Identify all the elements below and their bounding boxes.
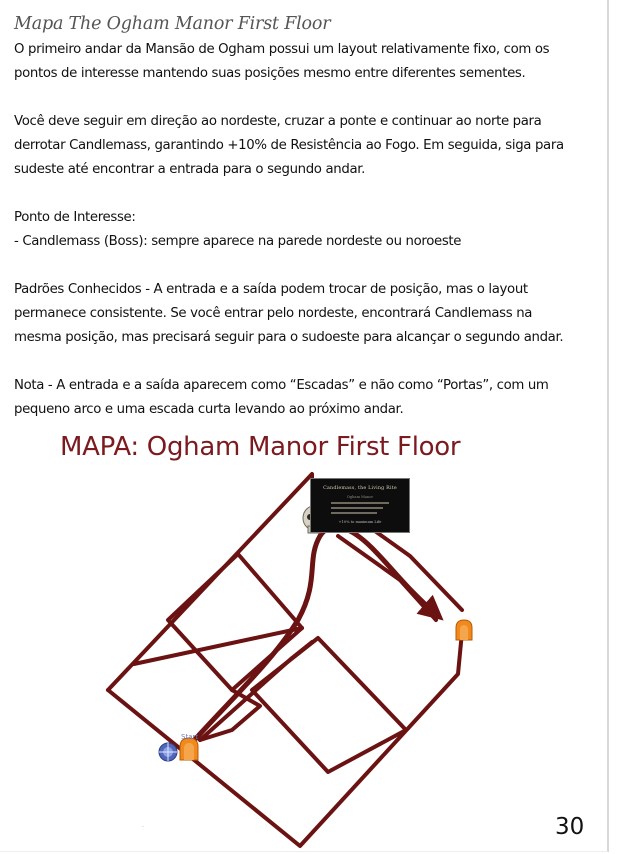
map-title: MAPA: Ogham Manor First Floor	[60, 432, 461, 462]
paragraph-line: permanece consistente. Se você entrar pelo nordeste, encontrará Candlemass na	[14, 306, 533, 321]
route-path	[190, 527, 436, 745]
route-line	[190, 527, 436, 745]
paragraph-line: - Candlemass (Boss): sempre aparece na parede nordeste ou noroeste	[14, 234, 462, 249]
waypoint-icon	[159, 743, 177, 761]
boss-tooltip-title: Candlemass, the Living Rite	[323, 486, 397, 491]
boss-tooltip	[310, 478, 410, 533]
stairs-door-icon	[456, 620, 472, 640]
paragraph-line: sudeste até encontrar a entrada para o segundo andar.	[14, 162, 366, 177]
paragraph-line: pequeno arco e uma escada curta levando ao próximo andar.	[14, 402, 404, 417]
paragraph-line: mesma posição, mas precisará seguir para o sudoeste para alcançar o segundo andar.	[14, 330, 564, 345]
paragraph-line: derrotar Candlemass, garantindo +10% de Resistência ao Fogo. Em seguida, siga para	[14, 138, 564, 153]
start-label: Start	[181, 733, 199, 741]
page-title: Mapa The Ogham Manor First Floor	[14, 14, 331, 34]
paragraph-line: Padrões Conhecidos - A entrada e a saída podem trocar de posição, mas o layout	[14, 282, 528, 297]
wall-inner-diagonal	[200, 642, 312, 740]
paragraph-line: Você deve seguir em direção ao nordeste, cruzar a ponte e continuar ao norte para	[14, 114, 542, 129]
paragraph-line: Nota - A entrada e a saída aparecem como “Escadas” e não como “Portas”, com um	[14, 378, 549, 393]
boss-tooltip-footer: +10% to maximum Life	[338, 520, 382, 524]
paragraph-line: pontos de interesse mantendo suas posições mesmo entre diferentes sementes.	[14, 66, 526, 81]
page-number: 30	[555, 814, 585, 840]
paragraph-line: O primeiro andar da Mansão de Ogham possui um layout relativamente fixo, com os	[14, 42, 550, 57]
boss-tooltip-description	[331, 502, 389, 514]
stairs-door-icon	[180, 738, 198, 760]
floor-map	[0, 460, 618, 854]
wall-corridor-ne-inner	[338, 536, 436, 620]
map-footnote-mark: -	[142, 824, 144, 830]
paragraph-line: Ponto de Interesse:	[14, 210, 136, 225]
boss-tooltip-subtitle: Ogham Manor	[346, 495, 374, 499]
body-text	[14, 38, 600, 422]
wall-room-south	[252, 638, 406, 772]
